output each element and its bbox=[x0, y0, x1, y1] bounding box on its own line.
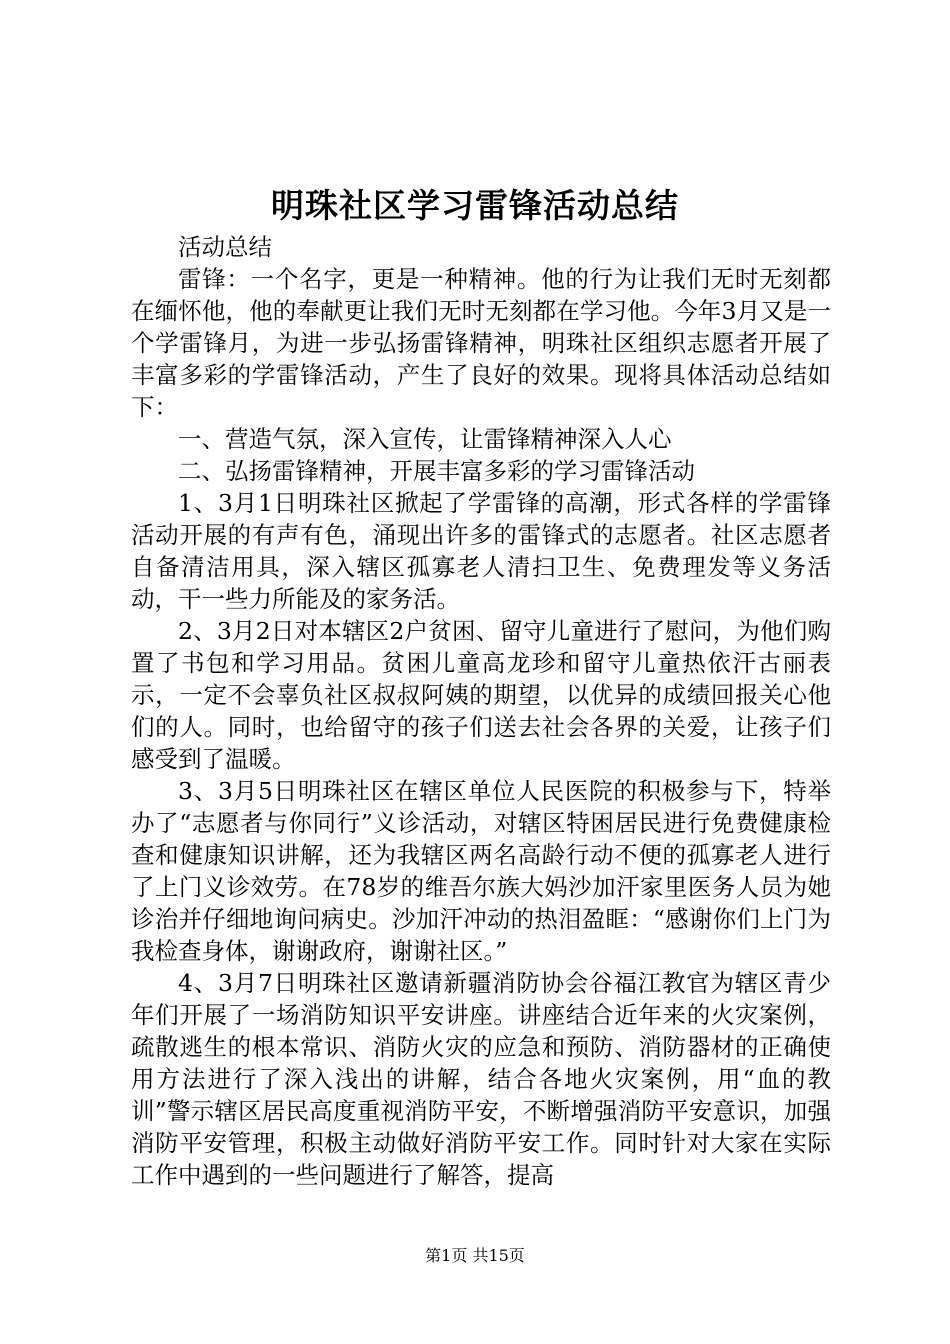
paragraph-item-4: 4、3月7日明珠社区邀请新疆消防协会谷福江教官为辖区青少年们开展了一场消防知识平安讲座。讲座结合近年来的火灾案例，疏散逃生的根本常识、消防火灾的应急和预防、消防器材的正确使用方法进行了深入浅出的讲解，结合各地火灾案例，用“血的教训”警示辖区居民高度重视消防平安，不断增强消防平安意识，加强消防平安管理，积极主动做好消防平安工作。同时针对大家在实际工作中遇到的一些问题进行了解答，提高 bbox=[131, 969, 831, 1189]
page-number: 第1页 共15页 bbox=[425, 1246, 525, 1265]
document-body bbox=[131, 231, 831, 1191]
section-heading-1: 一、营造气氛，深入宣传，让雷锋精神深入人心 bbox=[178, 425, 672, 453]
paragraph-item-3: 3、3月5日明珠社区在辖区单位人民医院的积极参与下，特举办了“志愿者与你同行”义诊活动，对辖区特困居民进行免费健康检查和健康知识讲解，还为我辖区两名高龄行动不便的孤寡老人进行了上门义诊效劳。在78岁的维吾尔族大妈沙加汗家里医务人员为她诊治并仔细地询问病史。沙加汗冲动的热泪盈眶：“感谢你们上门为我检查身体，谢谢政府，谢谢社区。” bbox=[131, 777, 831, 965]
document-title: 明珠社区学习雷锋活动总结 bbox=[271, 186, 679, 225]
paragraph-item-2: 2、3月2日对本辖区2户贫困、留守儿童进行了慰问，为他们购置了书包和学习用品。贫困儿童高龙珍和留守儿童热依汗古丽表示，一定不会辜负社区叔叔阿姨的期望，以优异的成绩回报关心他们的人。同时，也给留守的孩子们送去社会各界的关爱，让孩子们感受到了温暖。 bbox=[131, 617, 831, 773]
paragraph-item-1: 1、3月1日明珠社区掀起了学雷锋的高潮，形式各样的学雷锋活动开展的有声有色，涌现出许多的雷锋式的志愿者。社区志愿者自备清洁用具，深入辖区孤寡老人清扫卫生、免费理发等义务活动，干一些力所能及的家务活。 bbox=[131, 489, 831, 613]
paragraph-heading-label: 活动总结 bbox=[178, 233, 272, 261]
paragraph-intro: 雷锋：一个名字，更是一种精神。他的行为让我们无时无刻都在缅怀他，他的奉献更让我们无时无刻都在学习他。今年3月又是一个学雷锋月，为进一步弘扬雷锋精神，明珠社区组织志愿者开展了丰富多彩的学雷锋活动，产生了良好的效果。现将具体活动总结如下： bbox=[131, 265, 831, 421]
section-heading-2: 二、弘扬雷锋精神，开展丰富多彩的学习雷锋活动 bbox=[178, 457, 695, 485]
